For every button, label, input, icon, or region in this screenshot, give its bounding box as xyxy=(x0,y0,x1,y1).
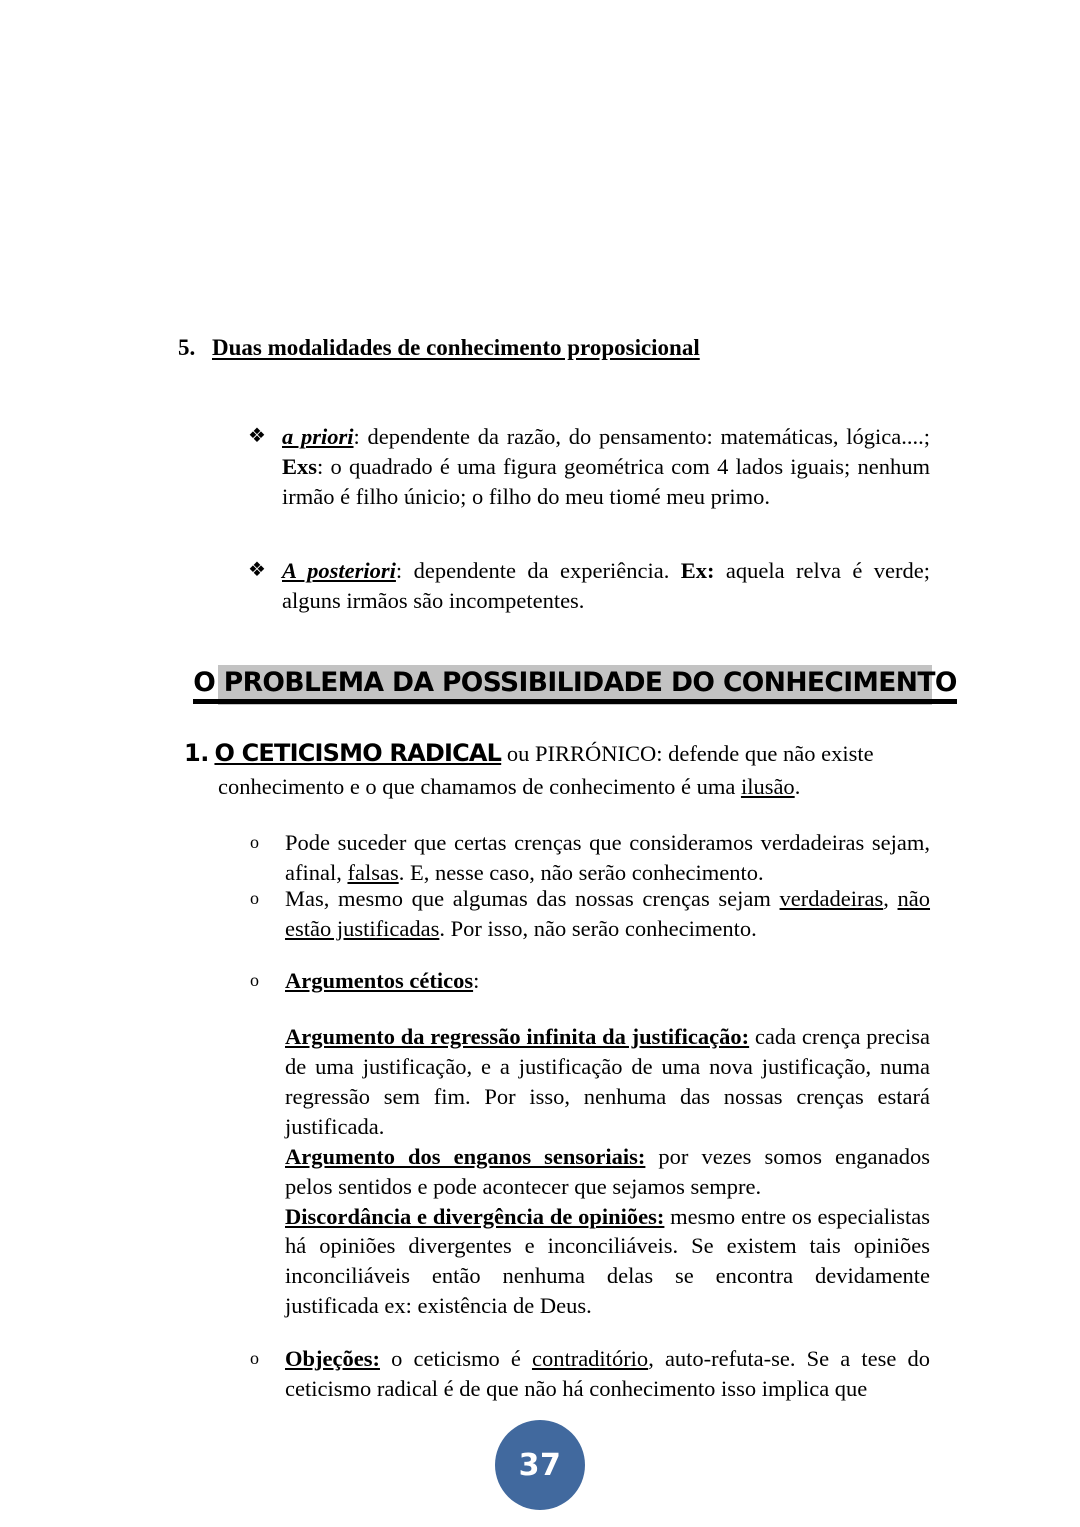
example-label: Ex: xyxy=(680,558,715,583)
section-lead-text: ou PIRRÓNICO: defende que não existe xyxy=(501,741,874,766)
label-objecoes: Objeções: xyxy=(285,1346,380,1371)
section-banner-title: O PROBLEMA DA POSSIBILIDADE DO CONHECIMENTO xyxy=(193,667,957,704)
page-number: 37 xyxy=(518,1447,562,1483)
term-a-priori: a priori xyxy=(282,424,354,449)
underlined-falsas: falsas xyxy=(347,859,399,885)
argument-title: Discordância e divergência de opiniões: xyxy=(285,1203,665,1229)
section-one xyxy=(184,736,936,803)
body-text: dependente da experiência. xyxy=(402,558,681,583)
argument-enganos-sensoriais xyxy=(285,1142,930,1202)
text-mid: , xyxy=(883,886,898,911)
line2-after: . xyxy=(794,774,801,800)
body-text: dependente da razão, do pensamento: matemáticas, lógica....; xyxy=(359,424,931,449)
page-number-badge xyxy=(495,1420,585,1510)
example-label: Exs xyxy=(282,453,318,479)
list-item-text xyxy=(285,884,930,944)
line2-underlined-ilusao: ilusão xyxy=(740,774,795,800)
text-before: Mas, mesmo que algumas das nossas crenças sejam xyxy=(285,886,780,911)
section-line-2 xyxy=(218,771,936,803)
example-separator: : xyxy=(317,453,324,479)
arguments-block xyxy=(285,1022,930,1321)
term-a-posteriori: A posteriori xyxy=(282,558,396,583)
list-item-sceptic-2 xyxy=(250,884,930,944)
underlined-nao-estao-justificadas: não estão justificadas xyxy=(285,886,931,941)
list-item-a-posteriori xyxy=(248,556,930,616)
example-text: o quadrado é uma figura geométrica com 4 lados iguais; nenhum irmão é filho únicio; o filho do meu tiomé meu primo. xyxy=(282,453,930,509)
argument-title: Argumento dos enganos sensoriais: xyxy=(285,1143,646,1169)
term-separator: : xyxy=(395,558,403,583)
heading-number: 5. xyxy=(178,335,196,360)
list-item-text xyxy=(282,556,930,616)
example-text: aquela relva é verde; alguns irmãos são incompetentes. xyxy=(282,558,930,613)
list-item-a-priori xyxy=(248,422,930,512)
underlined-contraditorio: contraditório xyxy=(531,1346,649,1371)
text-after: . Por isso, não serão conhecimento. xyxy=(439,915,757,941)
text-before: Pode suceder que certas crenças que consideramos verdadeiras sejam, afinal, xyxy=(285,830,930,885)
list-item-text xyxy=(285,1344,930,1404)
argument-discordancia-divergencia xyxy=(285,1202,930,1322)
text-after: , auto-refuta-se. Se a tese do ceticismo radical é de que não há conhecimento isso implica que xyxy=(285,1346,930,1401)
label-argumentos-ceticos: Argumentos céticos xyxy=(285,968,474,993)
text-before: o ceticismo é xyxy=(379,1346,532,1371)
argument-title: Argumento da regressão infinita da justificação: xyxy=(285,1024,750,1049)
argument-body: mesmo entre os especialistas há opiniões divergentes e inconciliáveis. Se existem tais opiniões inconciliáveis então nenhuma delas se encontra devidamente justificada ex: existência de Deus. xyxy=(285,1203,930,1319)
heading-text: Duas modalidades de conhecimento proposicional xyxy=(212,335,700,360)
diamond-bullet-icon: ❖ xyxy=(248,425,266,447)
argument-body: cada crença precisa de uma justificação, e a justificação de uma nova justificação, numa regressão sem fim. Por isso, nenhuma das nossas crenças estará justificada. xyxy=(285,1024,930,1139)
label-separator: : xyxy=(473,968,480,993)
circle-bullet-icon: o xyxy=(250,832,259,852)
argument-body: por vezes somos enganados pelos sentidos e pode acontecer que sejamos sempre. xyxy=(285,1143,930,1199)
list-item-text xyxy=(282,422,930,512)
list-item-arguments-heading xyxy=(250,966,930,996)
section-banner xyxy=(193,665,957,705)
list-item-objections xyxy=(250,1344,930,1404)
circle-bullet-icon: o xyxy=(250,1348,259,1368)
line2-before: conhecimento e o que chamamos de conhecimento é uma xyxy=(218,774,741,800)
term-separator: : xyxy=(353,424,360,449)
page-title xyxy=(178,334,938,363)
diamond-bullet-icon: ❖ xyxy=(248,559,266,581)
underlined-verdadeiras: verdadeiras xyxy=(779,886,884,911)
circle-bullet-icon: o xyxy=(250,970,259,990)
argument-regressao-infinita xyxy=(285,1022,930,1142)
section-number: 1. xyxy=(184,739,209,767)
list-item-sceptic-1 xyxy=(250,828,930,888)
section-title-ceticismo-radical: O CETICISMO RADICAL xyxy=(214,739,502,767)
list-item-text xyxy=(285,966,930,996)
list-item-text xyxy=(285,828,930,888)
text-after: . E, nesse caso, não serão conhecimento. xyxy=(398,859,764,885)
circle-bullet-icon: o xyxy=(250,888,259,908)
